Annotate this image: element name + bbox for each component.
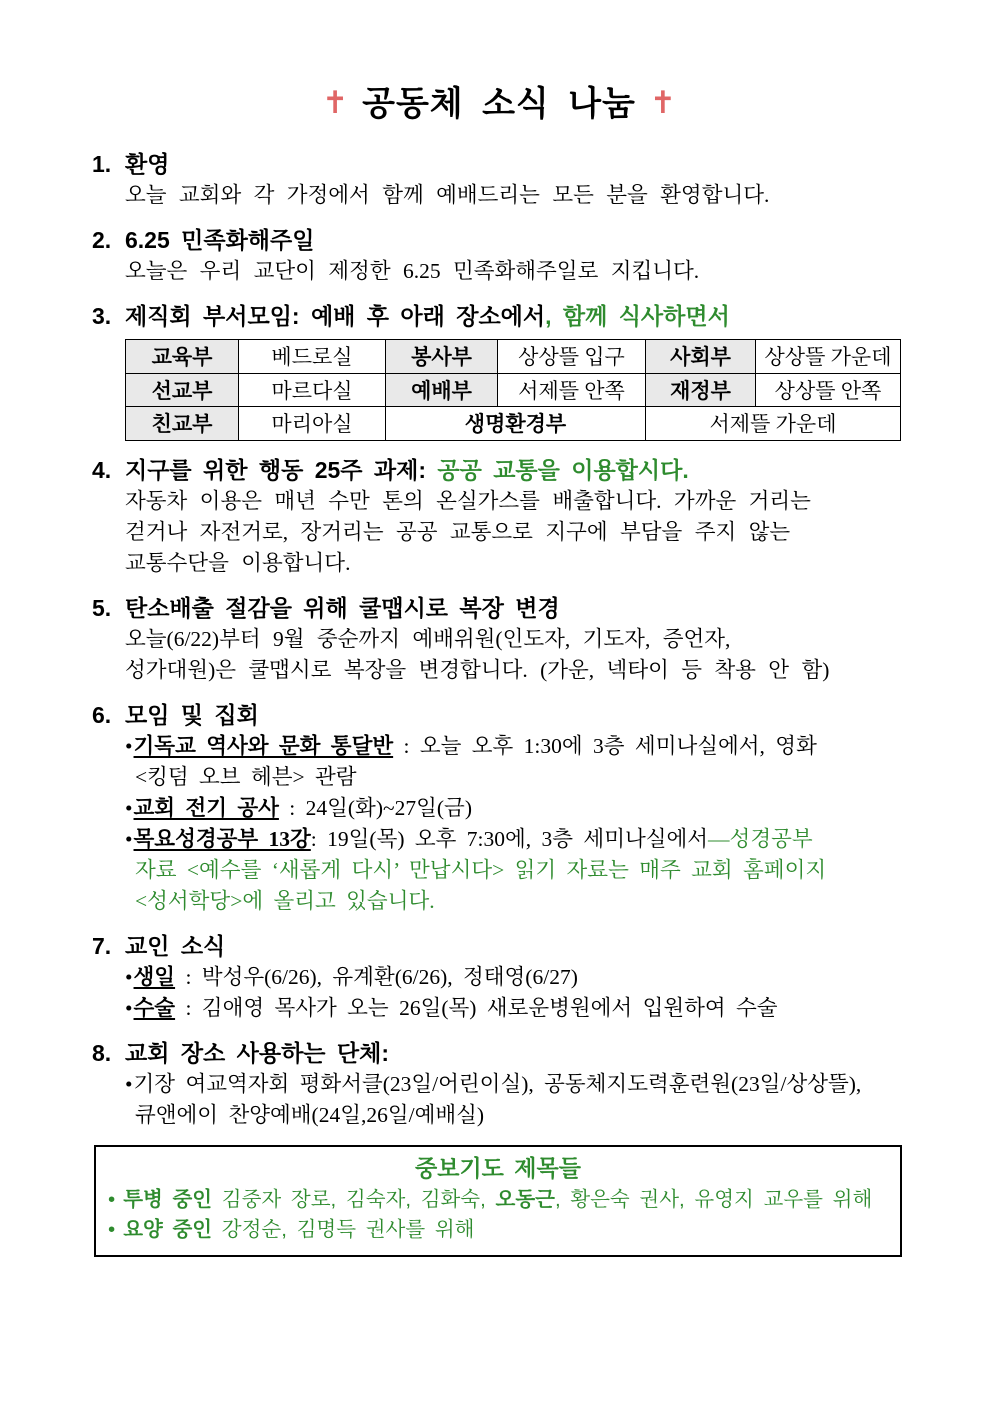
- dept-name-cell: 사회부: [646, 340, 756, 374]
- bullet-icon: •: [108, 1187, 116, 1211]
- bullet-text: : 오늘 오후 1:30에 3층 세미나실에서, 영화: [393, 733, 817, 758]
- section-title: [125, 301, 730, 332]
- table-row: [126, 373, 901, 407]
- table-row: [126, 340, 901, 374]
- bullet-bible-study-line2: 자료 <예수를 ‘새롭게 다시’ 만납시다> 읽기 자료는 매주 교회 홈페이지: [135, 857, 827, 882]
- bullet-label: 수술: [133, 995, 176, 1020]
- heading-black-part: 지구를 위한 행동 25주 과제:: [125, 456, 426, 483]
- section-number: 2.: [92, 227, 112, 253]
- dept-name-cell: 봉사부: [386, 340, 498, 374]
- dept-name-cell: 생명환경부: [386, 407, 646, 441]
- dept-name-cell: 친교부: [126, 407, 239, 441]
- body-line: 오늘(6/22)부터 9월 중순까지 예배위원(인도자, 기도자, 증언자,: [125, 626, 731, 651]
- body-line: 오늘은 우리 교단이 제정한 6.25 민족화해주일로 지킵니다.: [125, 259, 700, 283]
- dept-name-cell: 교육부: [126, 340, 239, 374]
- bullet-history-class-line2: <킹덤 오브 헤븐> 관람: [135, 764, 357, 789]
- table-row: [126, 407, 901, 441]
- prayer-line-illness: [108, 1185, 888, 1215]
- section-reconciliation-heading: [92, 225, 906, 256]
- bullet-label: 목요성경공부 13강: [133, 826, 311, 851]
- body-line: 오늘 교회와 각 가정에서 함께 예배드리는 모든 분을 환영합니다.: [125, 183, 770, 207]
- dept-name-cell: 선교부: [126, 373, 239, 407]
- prayer-text: 강정순, 김명득 권사를 위해: [212, 1217, 475, 1241]
- dept-location-cell: 서제뜰 가운데: [646, 407, 901, 441]
- prayer-bold-label: 요양 중인: [123, 1217, 213, 1241]
- bullet-bible-study-line3: <성서학당>에 올리고 있습니다.: [135, 888, 435, 913]
- dept-name-cell: 예배부: [386, 373, 498, 407]
- dept-location-cell: 상상뜰 안쪽: [756, 373, 901, 407]
- bullet-icon: •: [125, 964, 133, 989]
- bullet-bible-study: [125, 824, 906, 855]
- body-line: 성가대원)은 쿨맵시로 복장을 변경합니다. (가운, 넥타이 등 착용 안 함): [125, 657, 830, 682]
- dept-location-cell: 베드로실: [239, 340, 386, 374]
- bullet-text: : 19일(목) 오후 7:30에, 3층 세미나실에서: [310, 826, 709, 851]
- bullet-text: : 24일(화)~27일(금): [278, 795, 472, 820]
- section-reconciliation-body: [125, 256, 906, 287]
- dept-location-cell: 마르다실: [239, 373, 386, 407]
- section-earth-heading: [92, 455, 906, 486]
- bullet-text: : 박성우(6/26), 유계환(6/26), 정태영(6/27): [175, 964, 578, 989]
- section-number: 6.: [92, 701, 112, 728]
- intercessory-prayer-box: [94, 1145, 902, 1257]
- bullet-label: 생일: [133, 964, 176, 989]
- body-line: 자동차 이용은 매년 수만 톤의 온실가스를 배출합니다. 가까운 거리는: [125, 488, 811, 513]
- section-coolbiz-heading: [92, 593, 906, 624]
- bullet-icon: •: [125, 826, 133, 851]
- section-member-news-body: [125, 962, 906, 1024]
- dept-location-cell: 상상뜰 가운데: [756, 340, 901, 374]
- bullet-icon: •: [125, 995, 133, 1020]
- prayer-bold-name: 오동근: [495, 1187, 555, 1211]
- bullet-text-green: —성경공부: [708, 826, 813, 851]
- section-venue-use: [92, 1038, 906, 1131]
- section-coolbiz-body: [125, 624, 906, 686]
- section-title: 모임 및 집회: [125, 701, 259, 728]
- section-cool-biz: [92, 593, 906, 686]
- section-meetings: [92, 700, 906, 917]
- section-welcome-body: [125, 180, 906, 211]
- bullet-icon: •: [125, 733, 133, 758]
- bullet-icon: •: [125, 1071, 133, 1096]
- bullet-venue-groups: [125, 1069, 906, 1100]
- section-title: 6.25 민족화해주일: [125, 227, 315, 253]
- bullet-surgery: [125, 993, 906, 1024]
- section-earth-action: [92, 455, 906, 579]
- bullet-birthdays: [125, 962, 906, 993]
- section-number: 1.: [92, 151, 112, 177]
- section-venue-body: [125, 1069, 906, 1131]
- bullet-text: : 김애영 목사가 오는 26일(목) 새로운병원에서 입원하여 수술: [175, 995, 778, 1020]
- bullet-history-class: [125, 731, 906, 762]
- dept-location-cell: 마리아실: [239, 407, 386, 441]
- section-number: 3.: [92, 303, 112, 329]
- body-line: 걷거나 자전거로, 장거리는 공공 교통으로 지구에 부담을 주지 않는: [125, 519, 791, 544]
- section-number: 7.: [92, 932, 112, 959]
- section-meetings-heading: [92, 700, 906, 731]
- section-earth-body: [125, 486, 906, 579]
- bullet-text: 기장 여교역자회 평화서클(23일/어린이실), 공동체지도력훈련원(23일/상상뜰),: [133, 1071, 862, 1096]
- body-line: 교통수단을 이용합니다.: [125, 550, 351, 575]
- section-title: 탄소배출 절감을 위해 쿨맵시로 복장 변경: [125, 594, 560, 621]
- section-title: [125, 455, 689, 486]
- section-meetings-body: [125, 731, 906, 917]
- page-title: [92, 82, 906, 127]
- prayer-text: 김중자 장로, 김숙자, 김화숙,: [212, 1187, 496, 1211]
- prayer-text: , 황은숙 권사, 유영지 교우를 위해: [554, 1187, 873, 1211]
- bullet-label: 교회 전기 공사: [133, 795, 279, 820]
- section-department-heading: [92, 301, 906, 332]
- prayer-line-recovery: [108, 1215, 888, 1245]
- heading-green-part: , 함께 식사하면서: [545, 303, 730, 329]
- section-welcome-heading: [92, 149, 906, 180]
- section-venue-heading: [92, 1038, 906, 1069]
- dept-name-cell: 재정부: [646, 373, 756, 407]
- section-title: 교인 소식: [125, 932, 226, 959]
- section-member-news: [92, 931, 906, 1024]
- bullet-icon: •: [125, 795, 133, 820]
- heading-green-part: 공공 교통을 이용합시다.: [425, 456, 689, 483]
- department-location-table: [125, 339, 901, 441]
- section-number: 4.: [92, 456, 112, 483]
- cross-icon-right: ✝: [649, 85, 676, 120]
- prayer-bold-label: 투병 중인: [123, 1187, 213, 1211]
- prayer-box-title: 중보기도 제목들: [415, 1154, 581, 1181]
- page-title-text: 공동체 소식 나눔: [362, 85, 636, 123]
- cross-icon-left: ✝: [322, 85, 349, 120]
- bullet-icon: •: [108, 1217, 116, 1241]
- section-reconciliation-sunday: [92, 225, 906, 287]
- dept-location-cell: 상상뜰 입구: [498, 340, 646, 374]
- bullet-label: 기독교 역사와 문화 통달반: [133, 733, 394, 758]
- section-department-meeting: [92, 301, 906, 441]
- section-number: 8.: [92, 1039, 112, 1066]
- section-member-news-heading: [92, 931, 906, 962]
- bullet-electrical-work: [125, 793, 906, 824]
- dept-location-cell: 서제뜰 안쪽: [498, 373, 646, 407]
- section-number: 5.: [92, 594, 112, 621]
- bullet-venue-groups-line2: 큐앤에이 찬양예배(24일,26일/예배실): [135, 1102, 485, 1127]
- section-title: 교회 장소 사용하는 단체:: [125, 1039, 390, 1066]
- section-welcome: [92, 149, 906, 211]
- heading-black-part: 제직회 부서모임: 예배 후 아래 장소에서: [125, 303, 546, 329]
- section-title: 환영: [125, 151, 170, 177]
